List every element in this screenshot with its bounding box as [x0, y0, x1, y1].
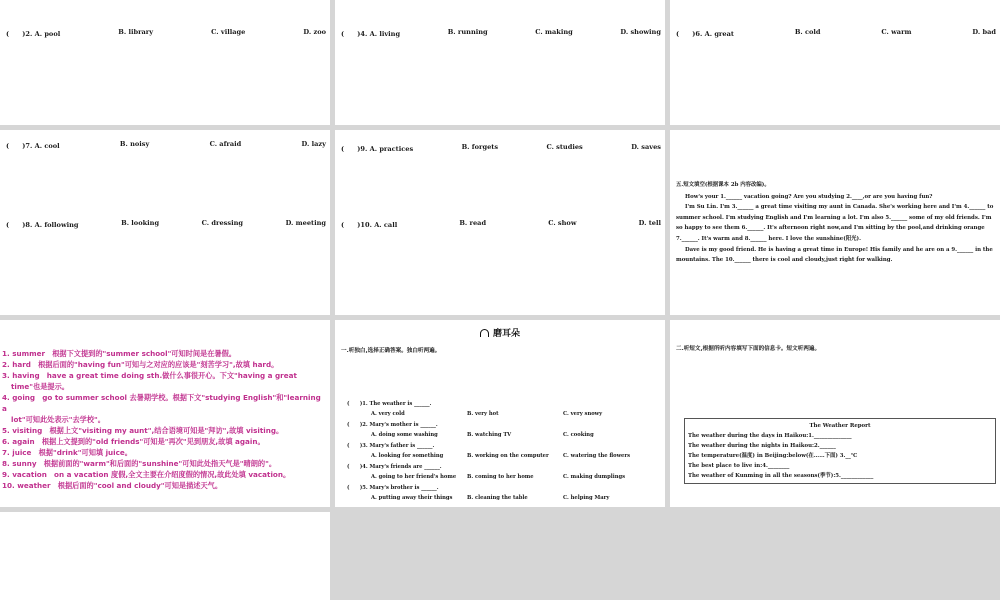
- listening-title: [335, 326, 665, 339]
- cloze-paragraph-2: I'm Su Lin. I'm 3.______ a great time visiting my aunt in Canada. She's working here and I'm 4.______ to summer school. I'm studying English and I'm learning a lot. I'm also 5.______ some of my old friends. I'm so happy to see them 6.______. It's afternoon right now,and I'm sitting by the pool,and drinking orange 7.______. It's warm and 8.______ here. I love the sunshine(阳光).: [676, 204, 994, 242]
- question-8: [6, 219, 326, 229]
- listening-instruction: 一.听独白,选择正确答案。独白听两遍。: [341, 348, 441, 354]
- answer-6: 6. again 根据上文提到的"old friends"可知是"再次"见到朋友,故填 again。: [2, 437, 265, 446]
- listening-question-5-text: ( )5. Mary's brother is ______.: [347, 485, 439, 491]
- question-7-c: C. afraid: [209, 140, 242, 148]
- option-c: C. very snowy: [563, 411, 603, 417]
- cloze-panel: [670, 130, 1000, 315]
- listening-question-2: [347, 421, 659, 438]
- option-c: C. watering the flowers: [563, 453, 631, 459]
- question-6-b: B. cold: [794, 28, 821, 36]
- question-6-d: D. bad: [972, 28, 996, 36]
- question-2-c: C. village: [211, 28, 246, 36]
- question-7: [6, 140, 326, 150]
- report-line-4: The best place to live in:4.________: [688, 463, 790, 469]
- answer-7: 7. juice 根据"drink"可知填 juice。: [2, 448, 132, 457]
- cloze-passage: [676, 180, 996, 266]
- question-panel-9-10: [335, 130, 665, 315]
- question-10-d: D. tell: [638, 219, 661, 227]
- question-6: [676, 28, 996, 38]
- listening-title-text: 磨耳朵: [492, 329, 520, 339]
- answer-key: [2, 348, 328, 491]
- answer-10: 10. weather 根据后面的"cool and cloudy"可知是描述天气。: [2, 481, 223, 490]
- option-a: A. very cold: [371, 411, 405, 417]
- question-panel-4: [335, 0, 665, 125]
- option-b: B. coming to her home: [467, 474, 534, 480]
- option-a: A. going to her friend's home: [371, 474, 457, 480]
- option-b: B. cleaning the table: [467, 495, 528, 501]
- weather-report-card: [684, 418, 996, 484]
- answer-3: 3. having have a great time doing sth.做什么事很开心。下文"having a great: [2, 371, 297, 380]
- answer-5: 5. visiting 根据上文"visiting my aunt",结合语境可知是"拜访",故填 visiting。: [2, 426, 284, 435]
- question-9: [341, 143, 661, 153]
- listening-question-4: [347, 463, 659, 480]
- answer-4-cont: lot"可知此处表示"去学校"。: [11, 415, 105, 424]
- question-8-a: ( )8. A. following: [6, 221, 79, 229]
- question-9-a: ( )9. A. practices: [341, 145, 414, 153]
- question-panel-7-8: [0, 130, 330, 315]
- question-10: [341, 219, 661, 229]
- question-4-d: D. showing: [620, 28, 661, 36]
- question-4-c: C. making: [535, 28, 573, 36]
- question-7-a: ( )7. A. cool: [6, 142, 60, 150]
- answer-4: 4. going go to summer school 去暑期学校。根据下文"studying English"和"learning a: [2, 393, 321, 413]
- report-instruction: 二.听短文,根据所听内容填写下面的信息卡。短文听两遍。: [676, 346, 821, 352]
- question-2: [6, 28, 326, 38]
- answer-9: 9. vacation on a vacation 度假,全文主要在介绍度假的情况,故此处填 vacation。: [2, 470, 291, 479]
- question-4-b: B. running: [447, 28, 488, 36]
- cloze-heading: 五.短文填空(根据课本 2b 内容改编)。: [676, 182, 770, 188]
- answer-3-cont: time"也是提示。: [11, 382, 69, 391]
- question-panel-6: [670, 0, 1000, 125]
- blank-panel: [0, 512, 330, 600]
- report-line-2: The weather during the nights in Haikou:2.______: [688, 443, 836, 449]
- option-c: C. helping Mary: [563, 495, 610, 501]
- question-9-c: C. studies: [546, 143, 583, 151]
- listening-question-1-text: ( )1. The weather is ______.: [347, 401, 432, 407]
- weather-report-title: The Weather Report: [809, 423, 871, 429]
- question-2-d: D. zoo: [303, 28, 326, 36]
- answer-2: 2. hard 根据后面的"having fun"可知与之对应的应该是"刻苦学习",故填 hard。: [2, 360, 279, 369]
- option-c: C. cooking: [563, 432, 594, 438]
- answer-key-panel: [0, 320, 330, 507]
- question-8-c: C. dressing: [201, 219, 243, 227]
- listening-panel: [335, 320, 665, 507]
- weather-report-panel: [670, 320, 1000, 507]
- question-panel-2: [0, 0, 330, 125]
- listening-question-3: [347, 442, 659, 459]
- question-9-d: D. saves: [631, 143, 661, 151]
- question-7-b: B. noisy: [119, 140, 150, 148]
- question-8-b: B. looking: [121, 219, 160, 227]
- question-4: [341, 28, 661, 38]
- listening-question-4-text: ( )4. Mary's friends are ______.: [347, 464, 442, 470]
- listening-question-2-text: ( )2. Mary's mother is ______.: [347, 422, 438, 428]
- question-7-d: D. lazy: [301, 140, 326, 148]
- listening-question-3-text: ( )3. Mary's father is ______.: [347, 443, 435, 449]
- listening-question-5: [347, 484, 659, 501]
- question-10-a: ( )10. A. call: [341, 221, 398, 229]
- headphones-icon: [480, 329, 489, 337]
- option-b: B. watching TV: [467, 432, 512, 438]
- cloze-paragraph-1: How's your 1.______ vacation going? Are you studying 2.____,or are you having fun?: [685, 193, 933, 200]
- option-b: B. very hot: [467, 411, 499, 417]
- option-b: B. working on the computer: [467, 453, 549, 459]
- question-2-b: B. library: [118, 28, 154, 36]
- question-9-b: B. forgets: [461, 143, 499, 151]
- option-c: C. making dumplings: [563, 474, 626, 480]
- question-6-c: C. warm: [881, 28, 912, 36]
- question-6-a: ( )6. A. great: [676, 30, 734, 38]
- report-line-1: The weather during the days in Haikou:1.______________: [688, 433, 852, 439]
- report-line-5: The weather of Kunming in all the seasons(季节):5.____________: [688, 473, 874, 479]
- listening-question-1: [347, 400, 659, 417]
- question-10-b: B. read: [459, 219, 487, 227]
- question-4-a: ( )4. A. living: [341, 30, 401, 38]
- option-a: A. looking for something: [371, 453, 444, 459]
- answer-8: 8. sunny 根据前面的"warm"和后面的"sunshine"可知此处指天气是"晴朗的"。: [2, 459, 277, 468]
- answer-1: 1. summer 根据下文提到的"summer school"可知时间是在暑假。: [2, 349, 236, 358]
- report-line-3: The temperature(温度) in Beijing:below(在……下面) 3.__℃: [688, 453, 858, 459]
- question-10-c: C. show: [548, 219, 577, 227]
- cloze-paragraph-3: Dave is my good friend. He is having a great time in Europe! His family and he are on a 9.______ in the mountains. The 10.______ there is cool and cloudy,just right for walking.: [676, 246, 993, 264]
- option-a: A. putting away their things: [371, 495, 453, 501]
- question-8-d: D. meeting: [285, 219, 326, 227]
- question-2-a: ( )2. A. pool: [6, 30, 61, 38]
- option-a: A. doing some washing: [371, 432, 438, 438]
